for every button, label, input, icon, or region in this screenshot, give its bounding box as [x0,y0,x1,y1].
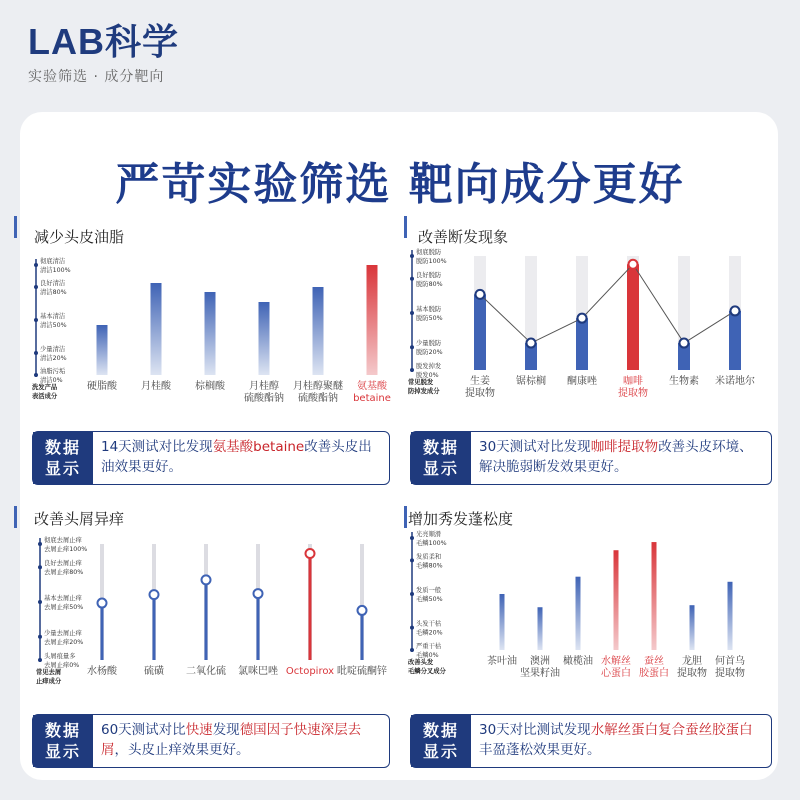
y-level-label-line: 光亮顺滑 [416,531,442,538]
y-level-label [44,535,87,553]
category-label [337,664,387,677]
y-level-label-line: 脱发掉发 [416,363,442,370]
y-level-dot [34,318,38,322]
lollipop-marker [150,590,159,599]
category-label-line: 蚕丝 [644,656,664,667]
y-level-dot [38,542,42,546]
y-level-dot [410,536,414,540]
x-axis-title-line: 止痒成分 [36,678,62,685]
y-level-label-line: 少量脱防 [416,340,442,348]
category-label-line: 龙胆 [682,656,702,667]
logo-lab-text: LAB [28,21,105,62]
category-label [238,664,279,677]
category-label-line: 硬脂酸 [87,381,117,392]
bar [367,265,378,375]
category-label-line: 咖啡 [623,376,643,387]
y-level-label-line: 良好脱防 [416,271,442,279]
category-label-line: 生姜 [470,376,490,387]
x-axis-title [31,382,58,400]
y-level-dot [34,351,38,355]
y-level-label [416,338,443,356]
y-level-label-line: 彻底脱防 [416,249,442,256]
x-axis-title-line: 常见脱发 [408,379,434,386]
panel-title-volume: 增加秀发蓬松度 [408,510,514,528]
y-level-label [40,256,71,274]
category-label [516,374,546,387]
callout-segment: ，头皮止痒效果更好。 [114,742,250,758]
y-level-label [416,585,443,603]
y-level-label-line: 彻底清洁 [40,258,66,265]
y-level-label [416,551,443,569]
chart-dandruff [36,537,400,688]
data-callout [32,714,390,768]
callout-segment: 改善头皮出油效果更好。 [101,439,372,475]
category-label [87,664,118,677]
y-level-label-line: 彻底去屑止痒 [44,537,82,544]
callout-tag [411,432,471,484]
bar [576,318,588,370]
y-level-label-line: 清洁100% [40,267,71,274]
y-level-label-line: 少量去屑止痒 [44,629,82,637]
callout-text [479,437,765,477]
bar [652,542,657,650]
bar [259,302,270,375]
y-level-label-line: 基本去屑止痒 [44,595,82,602]
callout-segment: 丰盈蓬松效果更好。 [479,742,601,758]
y-level-dot [410,592,414,596]
category-label-line: 提取物 [465,388,495,399]
y-level-label-line: 良好清洁 [40,280,66,287]
callout-highlight: 德国因子快速深 [239,722,335,738]
y-level-label-line: 毛鳞50% [416,596,443,603]
x-axis-title-line: 表活成分 [32,393,58,400]
y-level-label-line: 脱防80% [416,280,443,288]
category-label-line: 水杨酸 [87,666,117,677]
y-level-dot [38,658,42,662]
data-callout [410,714,772,768]
category-label [601,654,631,679]
callout-segment: 60天测试对比 [101,722,186,738]
line-point [680,339,689,348]
callout-tag-line: 数据 [422,438,459,457]
lollipop-marker [98,599,107,608]
category-label-line: 胶蛋白 [639,668,669,679]
category-label-line: 硫酸酯钠 [244,393,284,404]
y-level-label-line: 毛鳞100% [416,540,447,547]
category-label [715,654,745,679]
y-level-label-line: 严重干枯 [416,643,442,650]
y-level-label-line: 清洁0% [40,377,63,384]
chart-oil-reduction [32,255,396,415]
callout-segment: 30天对比测试发现 [479,722,591,738]
x-axis-title-line: 常见去屑 [36,669,62,676]
category-label-line: 棕榈酸 [195,381,225,392]
trend-line [480,264,735,343]
category-label [293,379,344,404]
callout-highlight: 快速 [185,722,213,738]
bar [474,294,486,370]
y-level-label-line: 油脂污垢 [40,368,66,375]
logo-tagline: 实验筛选 · 成分靶向 [28,69,165,85]
accent-bar [404,506,407,528]
category-label-line: 酮康唑 [567,376,597,387]
y-level-label-line: 去屑止痒50% [44,604,84,611]
y-level-label-line: 去屑止痒0% [44,662,80,669]
logo-wordmark [28,22,179,62]
y-level-label [44,651,79,669]
x-axis-title-line: 防掉发成分 [408,388,440,395]
category-label [286,666,334,677]
category-label [195,379,226,392]
callout-tag-line: 显示 [422,742,459,761]
callout-highlight: 氨基酸betaine [212,439,305,455]
y-level-label-line: 毛鳞0% [416,652,439,659]
callout-text [101,437,383,477]
bar [313,287,324,375]
y-level-label-line: 头屑痕量多 [44,653,76,660]
y-level-label [416,270,443,288]
panel-title-breakage: 改善断发现象 [418,228,509,246]
category-label-line: 二氧化硫 [186,666,226,677]
y-level-dot [410,558,414,562]
y-level-dot [410,277,414,281]
category-label-line: betaine [353,393,391,404]
category-label-line: 提取物 [677,668,707,679]
category-label [141,379,172,392]
logo-cn-text: 科学 [105,21,180,62]
category-label-line: 锯棕榈 [516,376,546,387]
accent-bar [404,216,407,238]
x-axis-title [36,667,62,685]
category-label [669,374,699,387]
y-level-dot [38,635,42,639]
category-label [87,379,118,392]
callout-tag [33,432,93,484]
y-level-label-line: 清洁80% [40,289,67,296]
y-level-dot [410,345,414,349]
y-level-label [44,593,83,611]
y-level-dot [410,368,414,372]
lollipop-marker [358,606,367,615]
category-label [353,379,391,404]
y-level-label [44,628,83,646]
category-label-line: 米诺地尔 [715,376,755,387]
y-level-dot [34,285,38,289]
category-label [677,654,707,679]
lollipop-marker [202,575,211,584]
y-level-label-line: 发质一般 [416,587,442,594]
category-label-line: 月桂酸 [141,381,171,392]
category-label-line: 生物素 [669,376,699,387]
accent-bar [14,216,17,238]
bar [538,607,543,650]
y-level-label-line: 毛鳞80% [416,562,443,570]
category-label [618,374,648,399]
y-level-label-line: 去屑止痒80% [44,569,84,577]
category-label-line: 氯咪巴唑 [238,666,278,677]
x-axis-title-line: 改善头发 [408,659,434,666]
line-point [527,339,536,348]
line-point [578,314,587,323]
y-level-label [416,304,443,322]
callout-tag-line: 显示 [44,459,81,478]
category-label [520,654,560,679]
y-level-label-line: 基本清洁 [40,313,66,320]
y-level-dot [410,626,414,630]
data-callout [32,431,390,485]
category-label [487,654,517,667]
category-label-line: 月桂醇聚醚 [293,381,343,392]
category-label-line: 提取物 [715,668,745,679]
y-level-label [40,344,67,362]
y-level-dot [410,311,414,315]
x-axis-title [408,657,446,675]
category-label-line: 氨基酸 [357,381,387,392]
brand-logo [28,22,179,86]
y-level-dot [410,648,414,652]
category-label [144,664,164,677]
y-level-label [416,619,443,637]
y-level-dot [38,600,42,604]
accent-bar [14,506,17,528]
bar [627,264,639,370]
callout-tag-line: 数据 [422,721,459,740]
category-label-line: 月桂醇 [249,381,279,392]
bar [576,577,581,650]
y-level-label-line: 清洁20% [40,355,67,362]
bar [500,594,505,650]
callout-tag [33,715,93,767]
y-level-label [44,558,83,576]
callout-highlight: 层去屑 [101,722,362,758]
bar [614,550,619,650]
callout-text [101,720,383,760]
y-level-label-line: 毛鳞20% [416,629,443,637]
bar [729,311,741,370]
category-label [639,655,669,679]
y-level-label-line: 去屑止痒20% [44,638,84,646]
category-label-line: 何首乌 [715,656,745,667]
category-label-line: 心蛋白 [601,668,631,679]
data-callout [410,431,772,485]
category-label [567,374,598,387]
line-point [476,290,485,299]
category-label-line: 茶叶油 [487,656,517,667]
callout-text [479,720,765,760]
callout-highlight: 水解丝蛋白复合蚕丝胶蛋白 [590,722,753,738]
y-level-label-line: 脱防50% [416,315,443,322]
callout-tag-line: 显示 [422,459,459,478]
category-label [563,654,593,667]
x-axis-title [408,377,440,395]
y-level-dot [38,565,42,569]
bar [205,292,216,375]
x-axis-title-line: 洗发产品 [32,384,58,391]
y-level-label-line: 发质柔和 [416,553,442,561]
y-level-dot [410,254,414,258]
y-level-label-line: 头发干枯 [416,620,442,628]
lollipop-marker [254,589,263,598]
callout-segment: 发现 [212,722,240,738]
category-label-line: 水解丝 [601,656,631,667]
category-label-line: 提取物 [618,388,648,399]
bar [97,325,108,375]
y-level-label-line: 基本脱防 [416,306,442,313]
panel-title-dandruff: 改善头屑异痒 [34,510,125,528]
y-level-dot [34,373,38,377]
bar [151,283,162,375]
category-label [186,664,226,677]
y-level-label-line: 良好去屑止痒 [44,560,82,568]
y-level-label-line: 脱防100% [416,258,447,265]
y-level-label-line: 去屑止痒100% [44,546,88,553]
category-label [465,374,495,399]
y-level-label [40,278,67,296]
lollipop-marker [306,549,315,558]
chart-hair-breakage [408,249,782,412]
callout-tag-line: 显示 [44,742,81,761]
bar [690,605,695,650]
category-label-line: 硫磺 [144,666,164,677]
callout-tag-line: 数据 [44,721,81,740]
y-level-label [40,366,66,384]
y-level-label [416,529,447,547]
category-label-line: Octopirox [285,666,335,677]
y-level-label [40,311,67,329]
panel-title-oil: 减少头皮油脂 [34,228,125,246]
callout-tag [411,715,471,767]
callout-tag-line: 数据 [44,438,81,457]
line-point [629,260,638,269]
category-label-line: 坚果籽油 [520,668,560,679]
callout-segment: 改善头皮环境、解决脆弱断发效果更好。 [479,439,753,475]
category-label-line: 吡啶硫酮锌 [337,666,387,677]
category-label [244,379,284,404]
y-level-label [416,361,442,379]
line-point [731,306,740,315]
chart-volume [408,531,782,687]
category-label [715,374,755,387]
bar [728,582,733,650]
x-axis-title-line: 毛鳞分叉成分 [408,668,446,675]
callout-segment: 30天测试对比发现 [479,439,591,455]
callout-highlight: 咖啡提取物 [590,439,659,455]
category-label-line: 硫酸酯钠 [298,393,338,404]
y-level-label-line: 脱防20% [416,349,443,357]
callout-segment: 14天测试对比发现 [101,439,213,455]
y-level-label [416,641,442,659]
page-headline: 严苛实验筛选 靶向成分更好 [115,159,685,210]
y-level-dot [34,263,38,267]
y-level-label-line: 清洁50% [40,322,67,329]
category-label-line: 橄榄油 [563,656,593,667]
y-level-label-line: 脱发0% [416,372,439,379]
category-label-line: 澳洲 [530,656,550,667]
y-level-label-line: 少量清洁 [40,346,66,353]
